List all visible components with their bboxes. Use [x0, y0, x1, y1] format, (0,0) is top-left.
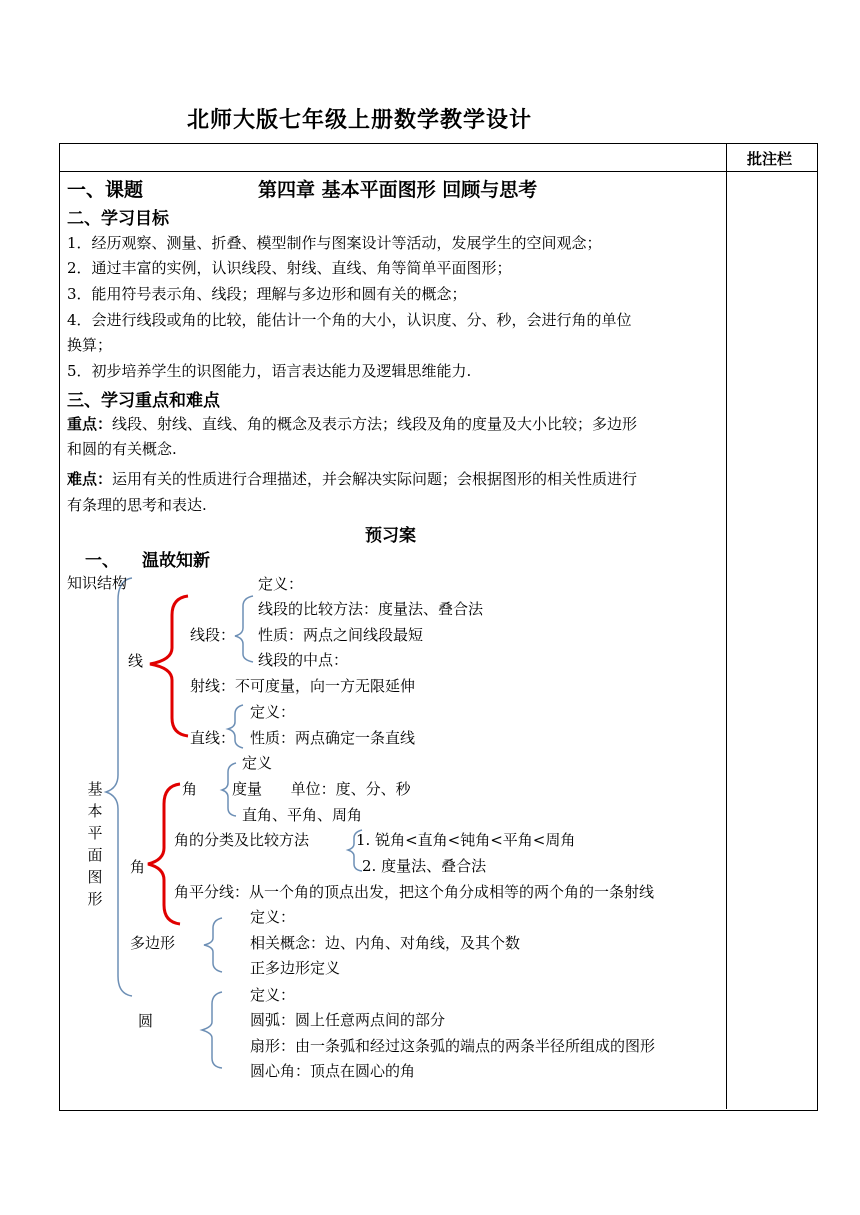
angle-item: 直角、平角、周角: [242, 806, 363, 824]
polygon-item: 定义：: [250, 908, 296, 926]
difficulties-text: 运用有关的性质进行合理描述，并会解决实际问题；会根据图形的相关性质进行: [112, 470, 638, 488]
node-angle: 角: [130, 858, 146, 876]
key-points-label: 重点：: [67, 415, 113, 433]
knowledge-structure-caption: 知识结构: [67, 574, 128, 592]
difficulties-label: 难点：: [67, 470, 113, 488]
key-points-cont: 和圆的有关概念.: [67, 440, 177, 458]
straight-line-item: 定义：: [250, 703, 296, 721]
angle-item: 度量 单位：度、分、秒: [232, 780, 411, 798]
key-points-text: 线段、射线、直线、角的概念及表示方法；线段及角的度量及大小比较；多边形: [112, 415, 638, 433]
segment-item: 线段的比较方法：度量法、叠合法: [258, 600, 484, 618]
chapter-title: 第四章 基本平面图形 回顾与思考: [258, 179, 538, 201]
circle-item: 圆弧：圆上任意两点间的部分: [250, 1011, 446, 1029]
section3-label: 三、学习重点和难点: [67, 391, 220, 411]
circle-item: 定义：: [250, 986, 296, 1004]
root-node-basic-plane-figures: 基本平面图形: [87, 780, 103, 908]
objective-item: 1．经历观察、测量、折叠、模型制作与图案设计等活动，发展学生的空间观念；: [67, 234, 602, 252]
review-label: 温故知新: [142, 551, 210, 571]
node-straight-line: 直线：: [190, 729, 236, 747]
document-title: 北师大版七年级上册数学教学设计: [187, 108, 533, 133]
node-segment: 线段：: [190, 626, 236, 644]
annotation-column-header: 批注栏: [747, 150, 793, 168]
straight-line-item: 性质：两点确定一条直线: [250, 729, 416, 747]
classification-item: 1. 锐角<直角<钝角<平角<周角: [356, 831, 576, 849]
node-polygon: 多边形: [130, 934, 176, 952]
segment-item: 线段的中点：: [258, 651, 349, 669]
difficulties-cont: 有条理的思考和表达.: [67, 496, 207, 514]
section1-label: 一、课题: [67, 179, 144, 201]
node-circle: 圆: [138, 1012, 154, 1030]
review-number: 一、: [85, 551, 119, 571]
objective-item: 换算；: [67, 336, 113, 354]
node-angle-bisector: 角平分线：从一个角的顶点出发，把这个角分成相等的两个角的一条射线: [174, 883, 655, 901]
segment-item: 性质：两点之间线段最短: [258, 626, 424, 644]
preview-heading: 预习案: [365, 526, 416, 546]
polygon-item: 正多边形定义: [250, 959, 341, 977]
angle-item: 定义: [242, 754, 273, 772]
classification-item: 2. 度量法、叠合法: [362, 857, 487, 875]
section2-label: 二、学习目标: [67, 209, 169, 229]
node-line: 线: [128, 652, 144, 670]
polygon-item: 相关概念：边、内角、对角线，及其个数: [250, 934, 521, 952]
objective-item: 3．能用符号表示角、线段；理解与多边形和圆有关的概念；: [67, 285, 467, 303]
objective-item: 2．通过丰富的实例，认识线段、射线、直线、角等简单平面图形；: [67, 259, 512, 277]
node-angle-classification: 角的分类及比较方法: [174, 831, 310, 849]
node-ray: 射线：不可度量，向一方无限延伸: [190, 677, 416, 695]
objective-item: 4．会进行线段或角的比较，能估计一个角的大小，认识度、分、秒，会进行角的单位: [67, 311, 632, 329]
segment-item: 定义：: [258, 575, 304, 593]
objective-item: 5．初步培养学生的识图能力，语言表达能力及逻辑思维能力.: [67, 362, 472, 380]
circle-item: 扇形：由一条弧和经过这条弧的端点的两条半径所组成的图形: [250, 1037, 656, 1055]
circle-item: 圆心角：顶点在圆心的角: [250, 1062, 416, 1080]
node-angle-sub: 角: [182, 780, 198, 798]
